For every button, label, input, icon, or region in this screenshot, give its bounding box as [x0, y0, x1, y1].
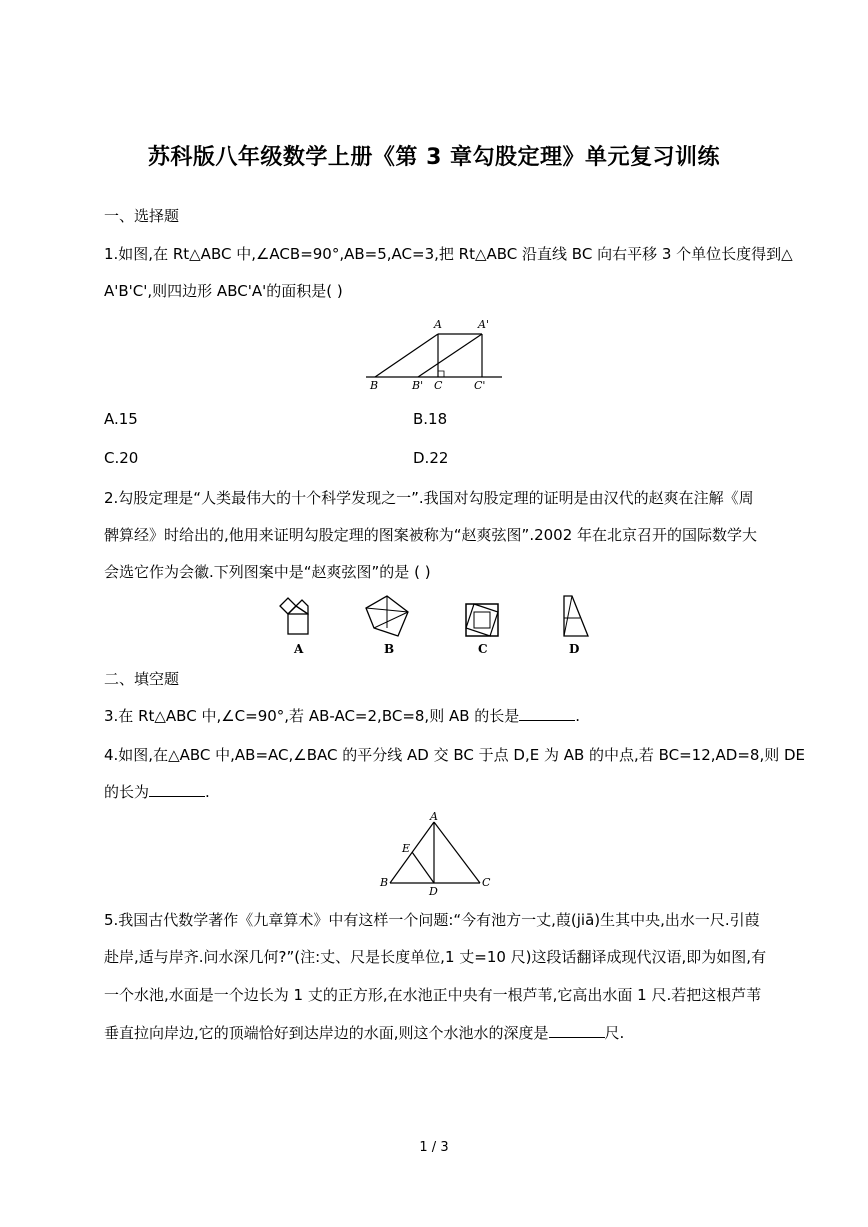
- q2-figures: [270, 590, 600, 660]
- q4-text-line1: 4.如图,在△ABC 中,AB=AC,∠BAC 的平分线 AD 交 BC 于点 D,E 为 AB 的中点,若 BC=12,AD=8,则 DE: [104, 746, 806, 764]
- q1-option-b[interactable]: B.18: [413, 410, 448, 428]
- q1-option-c[interactable]: C.20: [104, 449, 139, 467]
- q1-label-C-prime: C': [474, 379, 486, 392]
- q4-label-A: A: [430, 810, 438, 823]
- q2-figure-a[interactable]: [280, 598, 308, 656]
- section-fill-heading: 二、填空题: [104, 670, 180, 688]
- q1-label-A-prime: A': [478, 318, 489, 331]
- q4-label-E: E: [402, 842, 411, 855]
- q4-label-D: D: [429, 885, 438, 898]
- q3-answer-blank[interactable]: [519, 706, 575, 721]
- q4-line2: [104, 782, 774, 802]
- q2-text-line1: 2.勾股定理是“人类最伟大的十个科学发现之一”.我国对勾股定理的证明是由汉代的赵爽在注解《周: [104, 489, 754, 507]
- q4-text-end: .: [205, 783, 210, 801]
- q3-text-end: .: [575, 707, 581, 725]
- q5-text-line2: 赴岸,适与岸齐.问水深几何?”(注:丈、尺是长度单位,1 丈=10 尺)这段话翻译成现代汉语,即为如图,有: [104, 948, 767, 966]
- q2-text-line2: 髀算经》时给出的,他用来证明勾股定理的图案被称为“赵爽弦图”.2002 年在北京召开的国际数学大: [104, 526, 758, 544]
- q1-option-a[interactable]: A.15: [104, 410, 138, 428]
- q5-text-end: 尺.: [604, 1024, 625, 1042]
- page-title: 苏科版八年级数学上册《第 3 章勾股定理》单元复习训练: [147, 145, 721, 170]
- page-number: 1 / 3: [419, 1140, 449, 1155]
- q1-label-B-prime: B': [412, 379, 424, 392]
- q2-text-line3: 会选它作为会徽.下列图案中是“赵爽弦图”的是 ( ): [104, 563, 431, 581]
- q3-line: [104, 706, 774, 726]
- q5-text-line3: 一个水池,水面是一个边长为 1 丈的正方形,在水池正中央有一根芦苇,它高出水面 1 尺.若把这根芦苇: [104, 986, 762, 1004]
- q4-text-line2: 的长为: [104, 783, 150, 801]
- q2-figure-b[interactable]: [366, 596, 408, 656]
- section-choice-heading: 一、选择题: [104, 207, 180, 225]
- q2-figure-a-label: A: [294, 642, 304, 656]
- q1-label-C: C: [434, 379, 443, 392]
- q3-text: 3.在 Rt△ABC 中,∠C=90°,若 AB-AC=2,BC=8,则 AB 的长是: [104, 707, 520, 725]
- q4-label-B: B: [380, 876, 389, 889]
- q1-label-A: A: [434, 318, 442, 331]
- q2-figure-d-label: D: [569, 642, 580, 656]
- q2-figure-c[interactable]: [466, 604, 498, 656]
- q2-figure-c-label: C: [478, 642, 488, 656]
- q5-text-line1: 5.我国古代数学著作《九章算术》中有这样一个问题:“今有池方一丈,葭(jiā)生其中央,出水一尺.引葭: [104, 911, 760, 929]
- q2-figure-d[interactable]: [564, 596, 588, 656]
- q2-figure-b-label: B: [384, 642, 395, 656]
- q5-line4: [104, 1023, 774, 1043]
- q1-figure: [360, 312, 510, 392]
- q1-option-d[interactable]: D.22: [413, 449, 449, 467]
- q1-label-B: B: [370, 379, 379, 392]
- q1-text-line2: A'B'C',则四边形 ABC'A'的面积是( ): [104, 282, 343, 300]
- q5-answer-blank[interactable]: [549, 1023, 605, 1038]
- q4-answer-blank[interactable]: [149, 782, 205, 797]
- q5-text-line4: 垂直拉向岸边,它的顶端恰好到达岸边的水面,则这个水池水的深度是: [104, 1024, 549, 1042]
- q4-figure: [372, 810, 502, 900]
- q4-label-C: C: [482, 876, 491, 889]
- q1-text-line1: 1.如图,在 Rt△ABC 中,∠ACB=90°,AB=5,AC=3,把 Rt△ABC 沿直线 BC 向右平移 3 个单位长度得到△: [104, 245, 793, 263]
